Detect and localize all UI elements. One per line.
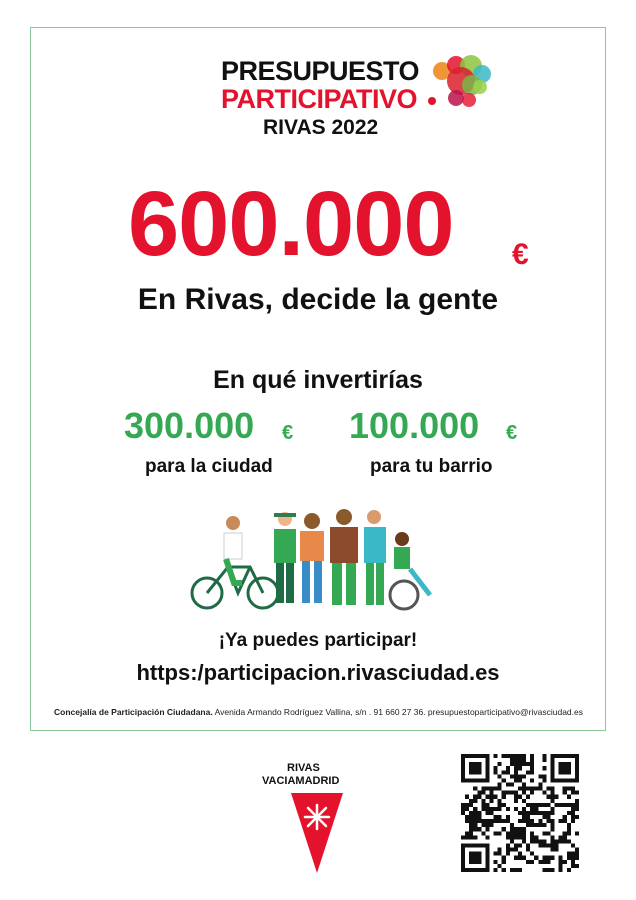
footer-details: Avenida Armando Rodríguez Vallina, s/n . 91 660 27 36. presupuestoparticipativo@rivasciudad.es <box>214 707 583 717</box>
logo-title-line1: PRESUPUESTO <box>221 56 420 86</box>
investment-question: En qué invertirías <box>213 366 423 394</box>
logo-title-line2: PARTICIPATIVO <box>221 84 417 114</box>
total-budget-amount: 600.000 <box>128 173 454 275</box>
city-logo-line1: RIVAS <box>287 762 320 774</box>
city-amount: 300.000 <box>124 405 255 446</box>
city-shield-icon <box>291 793 343 873</box>
neighborhood-amount-currency: € <box>506 422 518 444</box>
footer-contact <box>54 707 583 717</box>
tagline: En Rivas, decide la gente <box>137 283 499 316</box>
cyclist <box>192 567 278 608</box>
neighborhood-amount: 100.000 <box>349 405 480 446</box>
people-illustration <box>190 505 440 615</box>
neighborhood-amount-label: para tu barrio <box>370 456 493 477</box>
footer-department: Concejalía de Participación Ciudadana. <box>54 707 213 717</box>
bubbles-logo-icon <box>430 54 494 110</box>
participation-url[interactable]: https:/participacion.rivasciudad.es <box>136 660 500 685</box>
city-amount-label: para la ciudad <box>145 456 273 477</box>
total-budget-currency: € <box>512 238 529 271</box>
qr-code[interactable] <box>461 754 579 872</box>
city-amount-currency: € <box>282 422 294 444</box>
city-logo-line2: VACIAMADRID <box>262 775 340 787</box>
participate-text: ¡Ya puedes participar! <box>218 630 418 651</box>
logo-title-line3: RIVAS 2022 <box>263 116 379 139</box>
